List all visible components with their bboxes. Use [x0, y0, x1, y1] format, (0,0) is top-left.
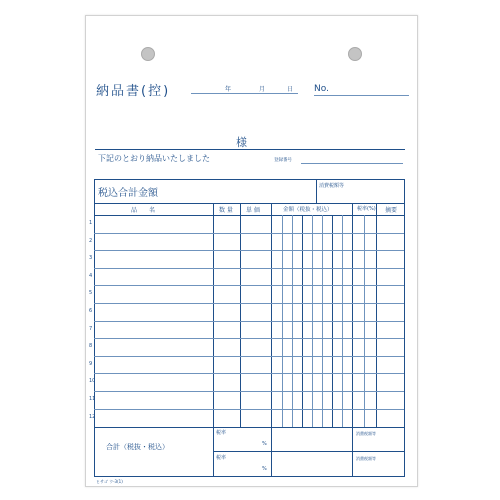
day-label: 日 — [287, 86, 294, 93]
footer-total-label: 合計（税抜・税込） — [106, 443, 169, 451]
footer-top — [94, 427, 404, 428]
number-label: No. — [314, 84, 329, 94]
tax-amount-label: 消費税額等 — [319, 183, 345, 189]
tax-rate-2-percent: % — [262, 466, 267, 472]
row-divider — [94, 268, 404, 269]
row-number: 7 — [89, 325, 93, 332]
row-divider — [94, 409, 404, 410]
registration-number-underline — [301, 163, 403, 164]
binding-hole-left — [141, 47, 155, 61]
table-right-border — [404, 179, 405, 476]
col-divider-amount — [271, 203, 272, 427]
total-amount-label: 税込合計金額 — [98, 188, 158, 199]
registration-number-label: 登録番号 — [274, 158, 292, 163]
col-divider-price — [240, 203, 241, 427]
row-number: 8 — [89, 343, 93, 350]
honorific-sama: 様 — [236, 136, 247, 149]
number-underline — [314, 95, 409, 96]
tax-box-divider — [316, 179, 317, 203]
row-divider — [94, 233, 404, 234]
row-divider — [94, 373, 404, 374]
row-divider — [94, 285, 404, 286]
col-divider-qty — [213, 203, 214, 427]
row-number: 3 — [89, 255, 93, 262]
row-number: 9 — [89, 360, 93, 367]
row-number: 4 — [89, 272, 93, 279]
recipient-underline — [95, 149, 405, 150]
maker-code: ヒサゴ ウ-3(1) — [96, 479, 123, 484]
tax-rate-2-label: 税率 — [216, 455, 227, 461]
footer-divider-tax — [352, 427, 353, 476]
row-divider — [94, 321, 404, 322]
footer-tax-label-2: 消費税額等 — [356, 456, 376, 461]
total-box-top — [94, 179, 404, 180]
row-number: 5 — [89, 290, 93, 297]
footer-divider-amount — [271, 427, 272, 476]
table-bottom — [94, 476, 405, 477]
col-unit-price-header: 単 価 — [246, 207, 260, 214]
col-amount-header: 金額（税抜・税込） — [283, 207, 333, 213]
delivery-slip-sheet — [85, 15, 418, 487]
year-label: 年 — [225, 86, 232, 93]
row-divider — [94, 391, 404, 392]
table-left-border — [94, 179, 95, 476]
tax-rate-1-label: 税率 — [216, 430, 227, 436]
row-number: 11 — [89, 396, 96, 402]
col-remarks-header: 摘要 — [385, 207, 398, 214]
month-label: 月 — [259, 86, 266, 93]
col-divider-tax-rate — [352, 203, 353, 427]
row-number: 12 — [89, 413, 96, 420]
col-tax-rate-header: 税率(%) — [357, 206, 376, 212]
binding-hole-right — [348, 47, 362, 61]
col-item-header: 品 名 — [131, 207, 156, 214]
slip-title: 納品書(控) — [96, 84, 171, 99]
row-divider — [94, 303, 404, 304]
row-number: 10 — [89, 378, 96, 385]
delivery-message: 下記のとおり納品いたしました — [98, 154, 210, 163]
row-number: 1 — [89, 220, 93, 226]
row-divider — [94, 338, 404, 339]
footer-tax-label-1: 消費税額等 — [356, 431, 376, 436]
date-underline — [191, 93, 298, 94]
row-divider — [94, 250, 404, 251]
tax-rate-1-percent: % — [262, 441, 267, 447]
col-qty-header: 数 量 — [219, 207, 233, 214]
header-row-bottom — [94, 215, 404, 216]
row-number: 2 — [89, 237, 93, 244]
footer-mid-line — [213, 451, 404, 452]
row-number: 6 — [89, 308, 93, 314]
row-divider — [94, 356, 404, 357]
col-divider-remarks — [376, 203, 377, 427]
